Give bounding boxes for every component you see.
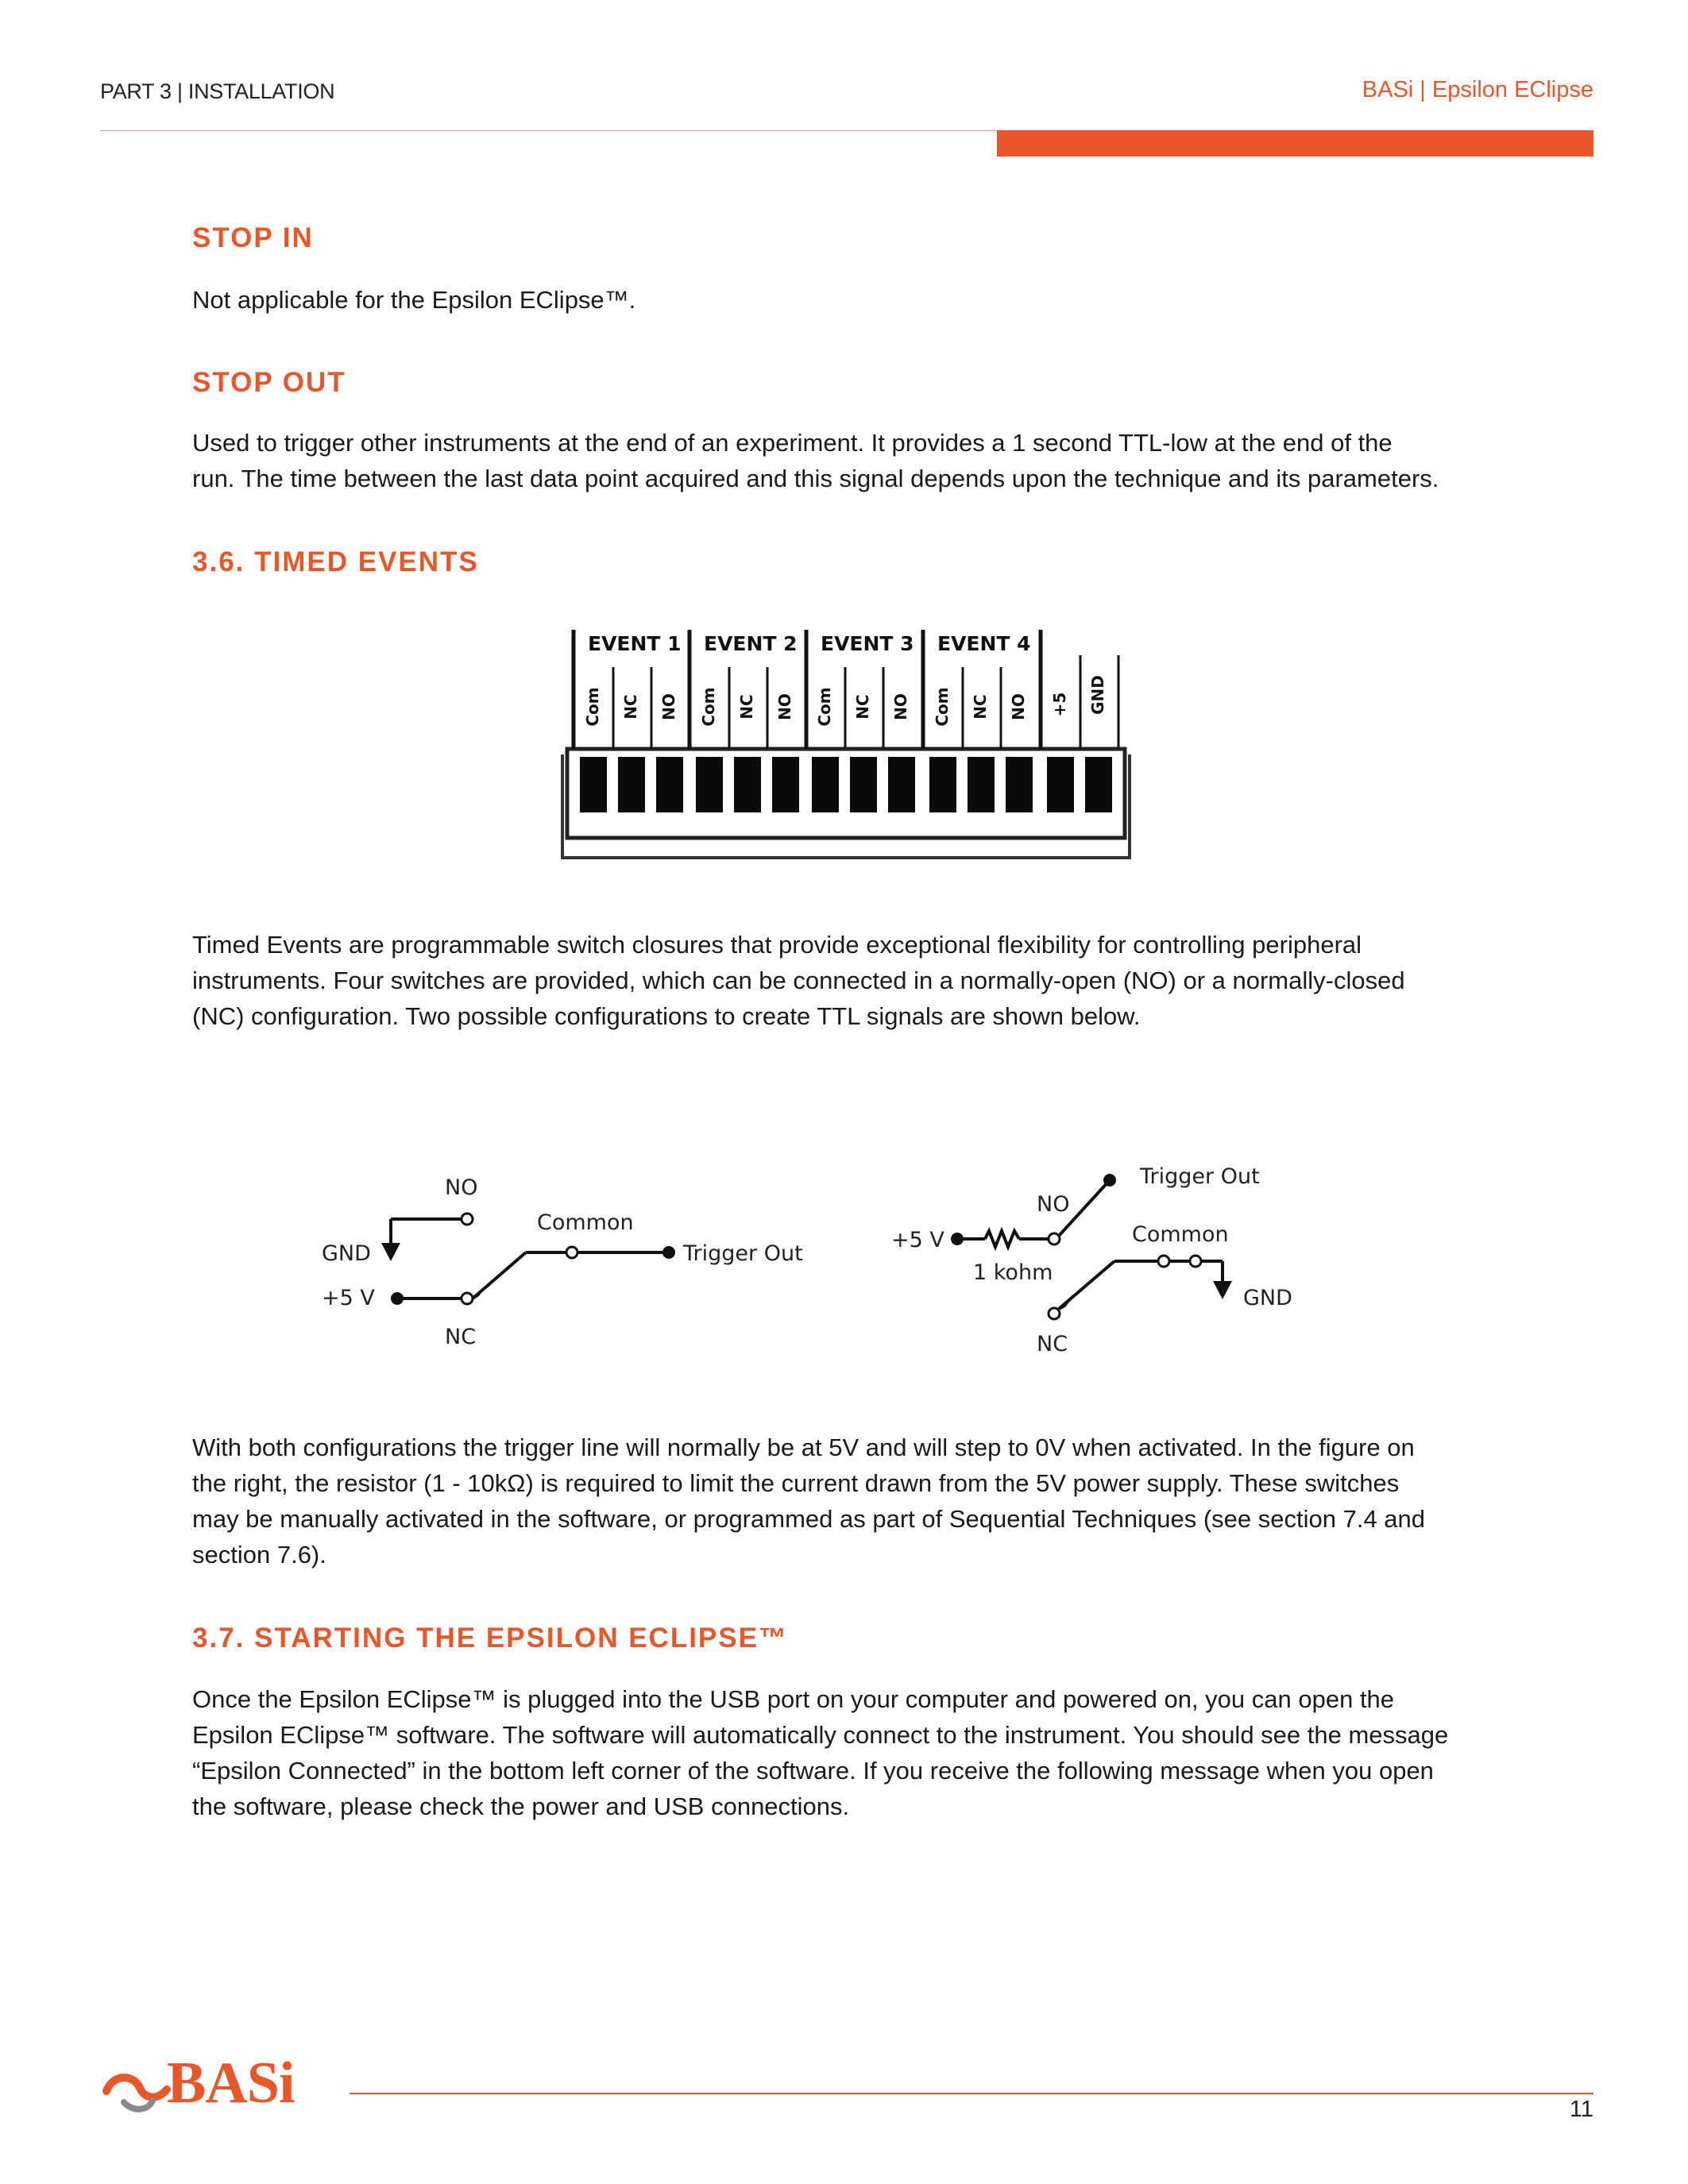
paragraph-line: Epsilon EClipse™ software. The software will automatically connect to the instrument. You should see the message bbox=[192, 1721, 1449, 1749]
terminal-blocks bbox=[580, 757, 1112, 812]
pin-label: GND bbox=[1088, 675, 1107, 715]
circuit-diagram-left bbox=[318, 1160, 810, 1350]
label-no: NO bbox=[445, 1175, 478, 1200]
starting-paragraph bbox=[192, 1681, 1574, 1824]
label-trigger-out: Trigger Out bbox=[1140, 1164, 1260, 1189]
pin-label: NO bbox=[891, 693, 910, 720]
label-gnd: GND bbox=[1243, 1286, 1292, 1310]
paragraph-line: With both configurations the trigger line will normally be at 5V and will step to 0V when activated. In the figure on bbox=[192, 1433, 1415, 1461]
event-2-label: EVENT 2 bbox=[704, 632, 798, 655]
page-number: 11 bbox=[1569, 2097, 1593, 2122]
pin-label: NO bbox=[659, 693, 678, 720]
paragraph-line: (NC) configuration. Two possible configurations to create TTL signals are shown below. bbox=[192, 1002, 1141, 1030]
label-trigger-out: Trigger Out bbox=[683, 1241, 803, 1266]
pin-label: NO bbox=[1009, 693, 1028, 720]
header-doc-title: BASi | Epsilon EClipse bbox=[1362, 77, 1593, 102]
paragraph-line: Used to trigger other instruments at the end of an experiment. It provides a 1 second TTL-low at the end of the bbox=[192, 429, 1393, 457]
paragraph-line: “Epsilon Connected” in the bottom left corner of the software. If you receive the following message when you open bbox=[192, 1757, 1434, 1785]
label-gnd: GND bbox=[322, 1241, 371, 1266]
starting-heading: 3.7. STARTING THE EPSILON ECLIPSE™ bbox=[192, 1623, 788, 1653]
paragraph-line: instruments. Four switches are provided, which can be connected in a normally-open (NO) or a normally-closed bbox=[192, 967, 1405, 994]
event-3-label: EVENT 3 bbox=[821, 632, 914, 655]
pin-label: NC bbox=[621, 694, 640, 720]
paragraph-line: the right, the resistor (1 - 10kΩ) is required to limit the current drawn from the 5V power supply. These switches bbox=[192, 1469, 1400, 1497]
pin-label: +5 bbox=[1050, 692, 1069, 717]
label-plus-5v: +5 V bbox=[322, 1286, 375, 1310]
label-nc: NC bbox=[445, 1325, 477, 1349]
header-accent-bar bbox=[997, 130, 1593, 156]
paragraph-line: may be manually activated in the software, or programmed as part of Sequential Techniques (see section 7.4 and bbox=[192, 1505, 1426, 1533]
pin-label: NC bbox=[971, 694, 990, 720]
connector-body bbox=[567, 749, 1125, 838]
circuit-diagram-right bbox=[878, 1150, 1323, 1364]
pin-label: NO bbox=[775, 693, 794, 720]
footer-rule bbox=[350, 2093, 1593, 2094]
paragraph-line: section 7.6). bbox=[192, 1541, 326, 1569]
label-nc: NC bbox=[1037, 1332, 1068, 1356]
header-section-title: PART 3 | INSTALLATION bbox=[100, 79, 335, 103]
event-1-label: EVENT 1 bbox=[588, 632, 682, 655]
stop-in-text: Not applicable for the Epsilon EClipse™. bbox=[192, 286, 636, 314]
label-common: Common bbox=[1132, 1222, 1229, 1247]
paragraph-line: Once the Epsilon EClipse™ is plugged into the USB port on your computer and powered on, you can open the bbox=[192, 1685, 1395, 1713]
basi-logo-icon bbox=[100, 2062, 173, 2118]
stop-out-heading: STOP OUT bbox=[192, 367, 346, 398]
stop-out-paragraph bbox=[192, 425, 1574, 496]
label-common: Common bbox=[537, 1210, 634, 1235]
stop-in-heading: STOP IN bbox=[192, 222, 314, 253]
pin-label: Com bbox=[699, 687, 718, 727]
paragraph-line: the software, please check the power and USB connections. bbox=[192, 1792, 850, 1820]
pin-label: Com bbox=[815, 687, 834, 727]
pin-label: Com bbox=[933, 687, 952, 727]
pin-label: NC bbox=[737, 694, 756, 720]
timed-events-paragraph bbox=[192, 927, 1574, 1034]
event-4-label: EVENT 4 bbox=[937, 632, 1031, 655]
event-connector-diagram bbox=[556, 623, 1136, 866]
label-plus-5v: +5 V bbox=[891, 1228, 944, 1252]
paragraph-line: Timed Events are programmable switch closures that provide exceptional flexibility for controlling peripheral bbox=[192, 931, 1362, 959]
timed-events-heading: 3.6. TIMED EVENTS bbox=[192, 546, 479, 577]
basi-logo bbox=[100, 2053, 338, 2124]
pin-label: NC bbox=[853, 694, 872, 720]
label-resistor: 1 kohm bbox=[973, 1260, 1053, 1285]
paragraph-line: run. The time between the last data point acquired and this signal depends upon the technique and its parameters. bbox=[192, 465, 1439, 492]
pin-label: Com bbox=[583, 687, 602, 727]
connector-housing bbox=[562, 754, 1130, 858]
basi-logo-text: BASi bbox=[167, 2051, 295, 2116]
configurations-paragraph bbox=[192, 1430, 1574, 1572]
label-no: NO bbox=[1037, 1192, 1070, 1217]
